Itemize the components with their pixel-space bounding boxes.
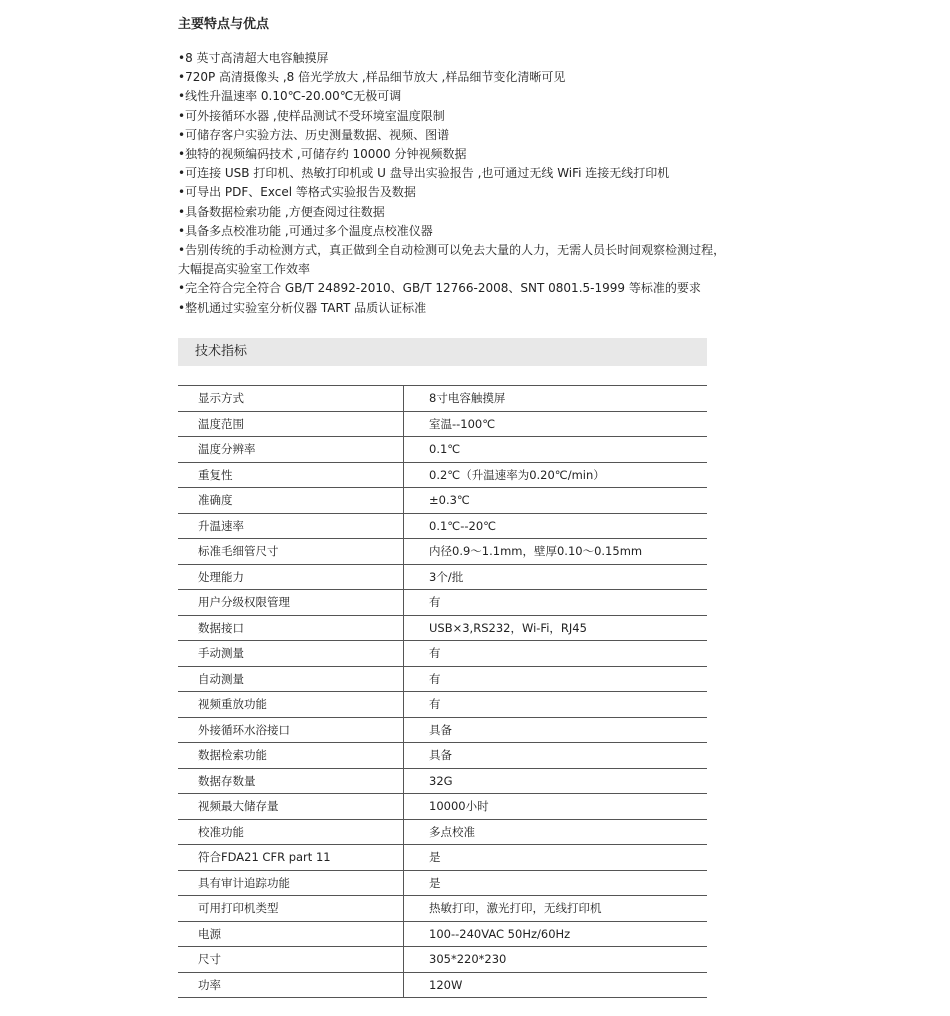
table-row — [178, 794, 707, 820]
spec-value: 120W — [404, 972, 708, 998]
spec-label: 处理能力 — [178, 564, 404, 590]
spec-value: 305*220*230 — [404, 947, 708, 973]
table-row — [178, 819, 707, 845]
spec-label: 外接循环水浴接口 — [178, 717, 404, 743]
spec-value: 是 — [404, 845, 708, 871]
spec-label: 数据存数量 — [178, 768, 404, 794]
spec-value: 热敏打印，激光打印，无线打印机 — [404, 896, 708, 922]
spec-value: 有 — [404, 666, 708, 692]
table-row — [178, 488, 707, 514]
table-row — [178, 462, 707, 488]
spec-label: 标准毛细管尺寸 — [178, 539, 404, 565]
feature-item: •8 英寸高清超大电容触摸屏 — [178, 51, 329, 65]
spec-value: 是 — [404, 870, 708, 896]
spec-label: 具有审计追踪功能 — [178, 870, 404, 896]
spec-value: 0.1℃--20℃ — [404, 513, 708, 539]
spec-label: 数据检索功能 — [178, 743, 404, 769]
spec-label: 温度范围 — [178, 411, 404, 437]
spec-label: 准确度 — [178, 488, 404, 514]
feature-item: •可外接循环水器 ,使样品测试不受环境室温度限制 — [178, 108, 445, 123]
spec-label: 自动测量 — [178, 666, 404, 692]
features-heading: 主要特点与优点 — [178, 17, 270, 32]
table-row — [178, 641, 707, 667]
spec-value: 内径0.9～1.1mm，壁厚0.10～0.15mm — [404, 539, 708, 565]
table-row — [178, 539, 707, 565]
spec-label: 用户分级权限管理 — [178, 590, 404, 616]
spec-value: 100--240VAC 50Hz/60Hz — [404, 921, 708, 947]
spec-label: 电源 — [178, 921, 404, 947]
feature-item: •可导出 PDF、Excel 等格式实验报告及数据 — [178, 185, 416, 200]
spec-value: 有 — [404, 641, 708, 667]
features-list — [178, 49, 778, 318]
table-row — [178, 590, 707, 616]
spec-section-header — [178, 338, 707, 366]
table-row — [178, 411, 707, 437]
spec-section-title: 技术指标 — [195, 344, 248, 359]
spec-value: 多点校准 — [404, 819, 708, 845]
spec-label: 重复性 — [178, 462, 404, 488]
spec-label: 视频重放功能 — [178, 692, 404, 718]
spec-value: 0.2℃（升温速率为0.20℃/min） — [404, 462, 708, 488]
table-row — [178, 437, 707, 463]
spec-label: 升温速率 — [178, 513, 404, 539]
spec-value: 32G — [404, 768, 708, 794]
spec-label: 功率 — [178, 972, 404, 998]
table-row — [178, 743, 707, 769]
spec-value: 0.1℃ — [404, 437, 708, 463]
spec-label: 可用打印机类型 — [178, 896, 404, 922]
feature-item: •告别传统的手动检测方式，真正做到全自动检测可以免去大量的人力，无需人员长时间观察检测过程， — [178, 243, 726, 258]
spec-label: 尺寸 — [178, 947, 404, 973]
spec-value: 3个/批 — [404, 564, 708, 590]
feature-item: •具备多点校准功能 ,可通过多个温度点校准仪器 — [178, 223, 433, 238]
feature-item: •完全符合完全符合 GB/T 24892-2010、GB/T 12766-2008、SNT 0801.5-1999 等标准的要求 — [178, 281, 701, 296]
table-row — [178, 717, 707, 743]
spec-value: USB×3,RS232，Wi-Fi，RJ45 — [404, 615, 708, 641]
spec-label: 视频最大储存量 — [178, 794, 404, 820]
spec-value: 8寸电容触摸屏 — [404, 386, 708, 412]
spec-label: 显示方式 — [178, 386, 404, 412]
table-row — [178, 870, 707, 896]
table-row — [178, 921, 707, 947]
table-row — [178, 947, 707, 973]
table-row — [178, 615, 707, 641]
table-row — [178, 666, 707, 692]
table-row — [178, 513, 707, 539]
spec-label: 符合FDA21 CFR part 11 — [178, 845, 404, 871]
feature-item-continuation: 大幅提高实验室工作效率 — [178, 262, 311, 277]
spec-value: 具备 — [404, 743, 708, 769]
spec-value: 室温--100℃ — [404, 411, 708, 437]
feature-item: •独特的视频编码技术 ,可储存约 10000 分钟视频数据 — [178, 147, 467, 162]
spec-value: 有 — [404, 590, 708, 616]
table-row — [178, 692, 707, 718]
table-row — [178, 386, 707, 412]
spec-label: 校准功能 — [178, 819, 404, 845]
feature-item: •720P 高清摄像头 ,8 倍光学放大 ,样品细节放大 ,样品细节变化清晰可见 — [178, 70, 566, 85]
spec-value: 10000小时 — [404, 794, 708, 820]
table-row — [178, 768, 707, 794]
spec-label: 手动测量 — [178, 641, 404, 667]
spec-value: 有 — [404, 692, 708, 718]
spec-table — [178, 385, 707, 998]
table-row — [178, 845, 707, 871]
feature-item: •整机通过实验室分析仪器 TART 品质认证标准 — [178, 300, 427, 315]
feature-item: •可连接 USB 打印机、热敏打印机或 U 盘导出实验报告 ,也可通过无线 WiFi 连接无线打印机 — [178, 166, 670, 181]
spec-label: 数据接口 — [178, 615, 404, 641]
spec-label: 温度分辨率 — [178, 437, 404, 463]
table-row — [178, 972, 707, 998]
feature-item: •具备数据检索功能 ,方便查阅过往数据 — [178, 204, 385, 219]
table-row — [178, 896, 707, 922]
spec-value: 具备 — [404, 717, 708, 743]
feature-item: •可储存客户实验方法、历史测量数据、视频、图谱 — [178, 127, 450, 142]
feature-item: •线性升温速率 0.10℃-20.00℃无极可调 — [178, 89, 402, 104]
spec-value: ±0.3℃ — [404, 488, 708, 514]
table-row — [178, 564, 707, 590]
